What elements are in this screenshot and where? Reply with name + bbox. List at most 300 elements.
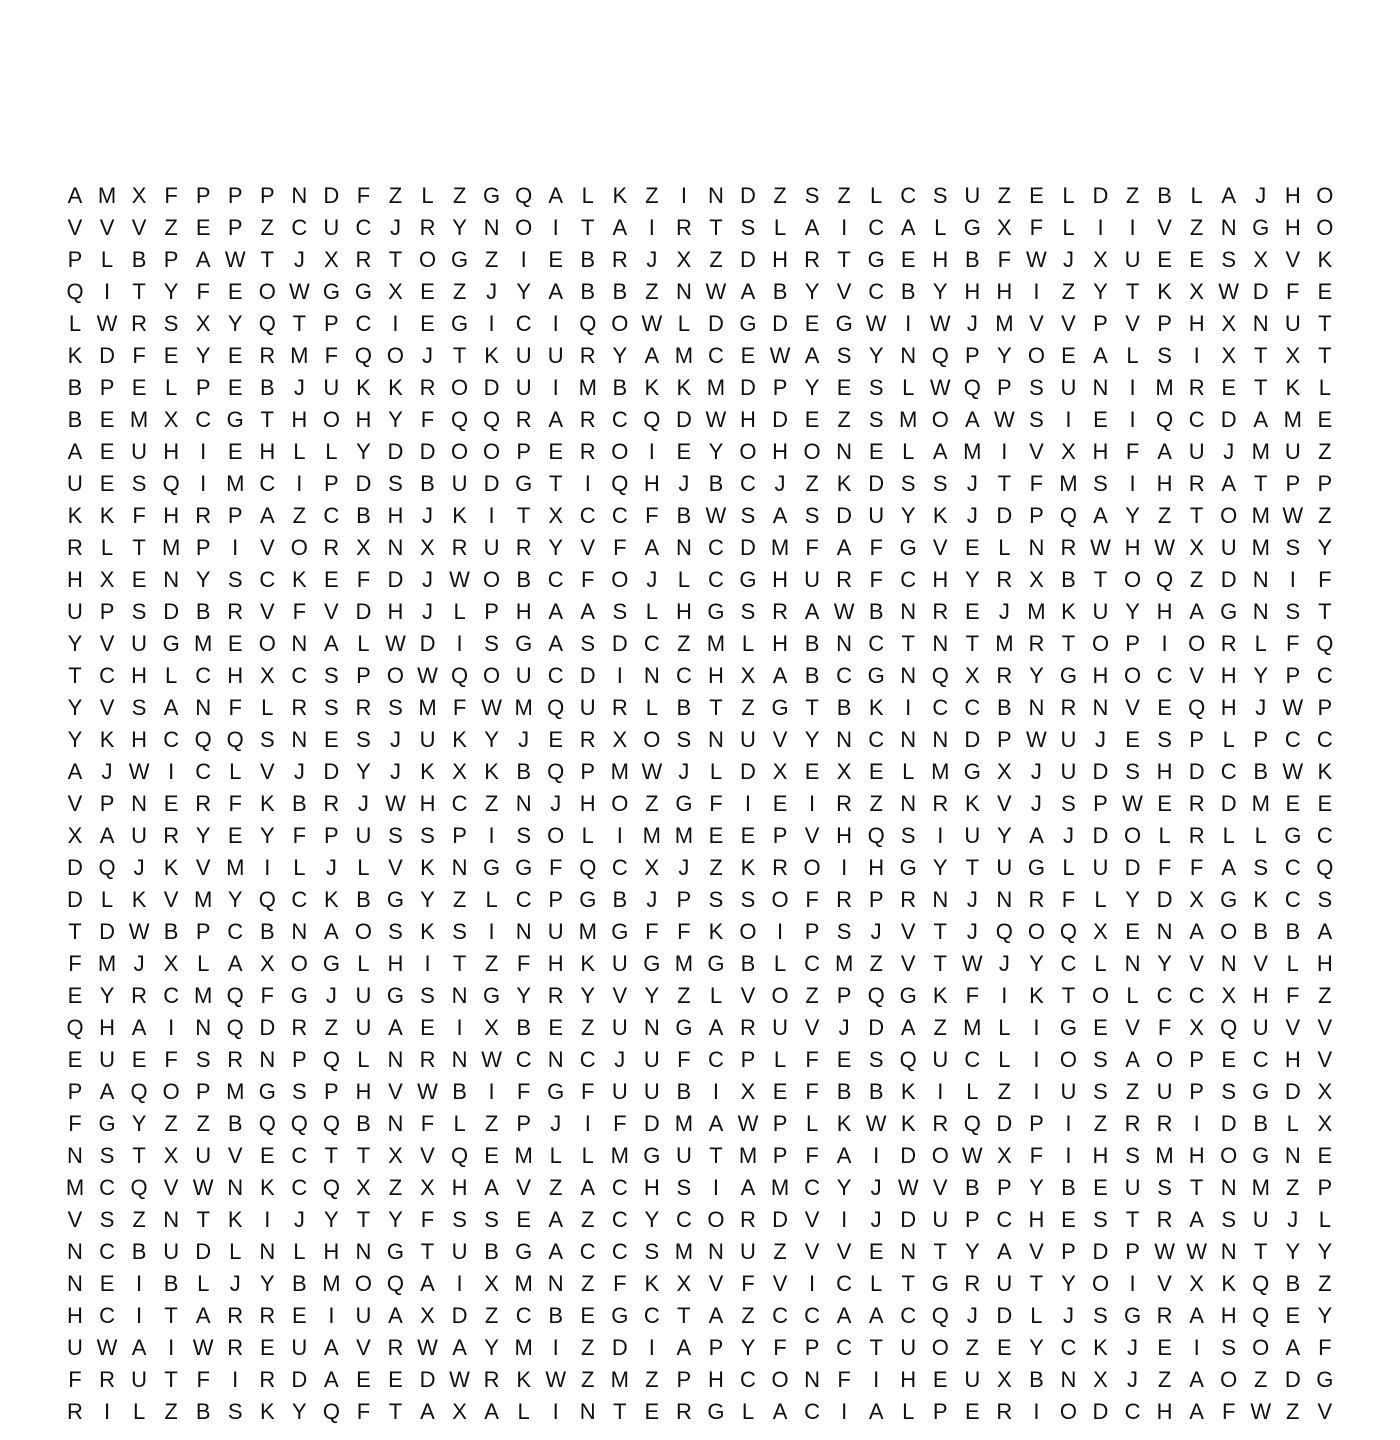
letter-cell: D	[1092, 823, 1109, 848]
letter-cell: A	[324, 631, 339, 656]
letter-cell: K	[580, 951, 596, 976]
letter-cell: H	[323, 1239, 340, 1264]
letter-cell: C	[611, 1175, 628, 1200]
letter-cell: U	[323, 375, 340, 400]
letter-cell: E	[868, 759, 884, 784]
letter-cell: N	[1060, 1367, 1077, 1392]
letter-cell: N	[579, 1399, 596, 1424]
letter-cell: J	[1127, 1367, 1139, 1392]
letter-cell: O	[1220, 919, 1238, 944]
letter-cell: O	[354, 919, 372, 944]
letter-cell: L	[197, 1271, 210, 1296]
letter-cell: B	[868, 599, 884, 624]
letter-cell: B	[580, 247, 596, 272]
letter-cell: G	[386, 983, 405, 1008]
letter-cell: H	[451, 1175, 468, 1200]
letter-cell: B	[163, 1271, 179, 1296]
letter-cell: Z	[965, 1335, 980, 1360]
letter-cell: U	[932, 1207, 949, 1232]
letter-cell: F	[292, 599, 307, 624]
letter-cell: P	[772, 375, 788, 400]
letter-cell: Y	[964, 1239, 980, 1264]
letter-cell: T	[1254, 343, 1268, 368]
letter-cell: E	[227, 439, 243, 464]
letter-cell: H	[996, 279, 1013, 304]
letter-cell: P	[676, 1367, 692, 1392]
letter-cell: N	[163, 567, 180, 592]
letter-cell: M	[65, 1175, 85, 1200]
letter-cell: A	[67, 759, 83, 784]
letter-cell: H	[707, 663, 724, 688]
letter-cell: H	[1156, 471, 1173, 496]
letter-cell: L	[773, 1047, 787, 1072]
letter-cell: Q	[611, 471, 629, 496]
letter-cell: Y	[227, 311, 243, 336]
letter-cell: O	[1123, 823, 1142, 848]
letter-cell: E	[1093, 1175, 1108, 1200]
letter-cell: B	[1253, 1111, 1269, 1136]
letter-cell: F	[1125, 439, 1140, 464]
letter-cell: V	[836, 1239, 852, 1264]
letter-cell: C	[804, 951, 821, 976]
letter-cell: O	[547, 823, 565, 848]
letter-cell: M	[642, 823, 661, 848]
letter-cell: J	[389, 727, 401, 752]
letter-cell: H	[1284, 215, 1301, 240]
letter-cell: R	[964, 1271, 981, 1296]
letter-cell: O	[483, 439, 501, 464]
letter-cell: E	[1221, 1047, 1237, 1072]
letter-cell: X	[1061, 439, 1076, 464]
letter-cell: S	[740, 599, 756, 624]
letter-cell: Q	[66, 1015, 84, 1040]
letter-cell: N	[515, 919, 532, 944]
letter-cell: B	[259, 919, 275, 944]
letter-cell: X	[1189, 887, 1204, 912]
letter-cell: I	[103, 279, 111, 304]
letter-cell: F	[645, 503, 659, 528]
letter-cell: K	[708, 919, 724, 944]
letter-cell: P	[324, 1079, 339, 1104]
letter-cell: N	[932, 631, 949, 656]
letter-cell: O	[1123, 567, 1142, 592]
letter-cell: X	[612, 727, 628, 752]
letter-cell: P	[804, 1335, 820, 1360]
letter-cell: L	[517, 1399, 530, 1424]
letter-cell: B	[452, 1079, 467, 1104]
letter-cell: B	[612, 887, 628, 912]
letter-cell: Z	[1254, 1367, 1268, 1392]
letter-cell: R	[419, 375, 436, 400]
letter-cell: G	[162, 631, 180, 656]
letter-cell: T	[1318, 599, 1332, 624]
letter-cell: P	[708, 1335, 724, 1360]
grid-row	[60, 564, 1340, 596]
letter-cell: K	[836, 1111, 852, 1136]
letter-cell: E	[1189, 247, 1204, 272]
letter-cell: T	[164, 1367, 178, 1392]
letter-cell: C	[1188, 983, 1205, 1008]
letter-cell: G	[1284, 823, 1302, 848]
letter-cell: X	[1189, 279, 1204, 304]
letter-cell: T	[1061, 631, 1076, 656]
letter-cell: R	[451, 535, 468, 560]
letter-cell: O	[803, 439, 821, 464]
grid-row	[60, 1396, 1340, 1428]
letter-cell: M	[161, 535, 181, 560]
letter-cell: C	[1156, 983, 1173, 1008]
letter-cell: R	[836, 791, 853, 816]
letter-cell: V	[997, 791, 1012, 816]
letter-cell: Z	[645, 1367, 659, 1392]
letter-cell: W	[417, 1335, 438, 1360]
letter-cell: C	[355, 215, 372, 240]
letter-cell: J	[357, 791, 369, 816]
letter-cell: V	[612, 983, 628, 1008]
letter-cell: I	[937, 1079, 944, 1104]
letter-cell: U	[900, 1335, 917, 1360]
letter-cell: E	[644, 1399, 660, 1424]
letter-cell: C	[643, 631, 660, 656]
letter-cell: C	[163, 983, 180, 1008]
letter-cell: B	[708, 471, 724, 496]
letter-cell: S	[1221, 1079, 1237, 1104]
letter-cell: X	[1253, 247, 1269, 272]
letter-cell: F	[1286, 983, 1300, 1008]
letter-cell: N	[643, 1015, 660, 1040]
letter-cell: S	[932, 471, 948, 496]
letter-cell: I	[1289, 567, 1296, 592]
letter-cell: H	[227, 663, 244, 688]
letter-cell: L	[998, 535, 1011, 560]
letter-cell: Z	[484, 1111, 499, 1136]
letter-cell: C	[195, 759, 212, 784]
letter-cell: U	[1092, 855, 1109, 880]
letter-cell: C	[611, 1239, 628, 1264]
letter-cell: E	[1061, 1207, 1076, 1232]
letter-cell: Y	[1125, 599, 1140, 624]
letter-cell: Z	[484, 791, 499, 816]
letter-cell: S	[1221, 1207, 1237, 1232]
letter-cell: R	[259, 343, 276, 368]
letter-cell: L	[1126, 343, 1139, 368]
letter-cell: A	[580, 1175, 596, 1200]
letter-cell: E	[227, 279, 243, 304]
letter-cell: B	[195, 599, 211, 624]
letter-cell: Y	[99, 983, 115, 1008]
letter-cell: D	[1284, 1367, 1301, 1392]
letter-cell: T	[933, 951, 947, 976]
letter-cell: C	[1316, 823, 1333, 848]
letter-cell: P	[195, 183, 211, 208]
letter-cell: C	[675, 663, 692, 688]
letter-cell: R	[1060, 535, 1077, 560]
letter-cell: E	[99, 471, 115, 496]
letter-cell: G	[1220, 599, 1238, 624]
letter-cell: Z	[805, 983, 819, 1008]
letter-cell: G	[1027, 855, 1045, 880]
letter-cell: L	[197, 951, 210, 976]
letter-cell: I	[1033, 1015, 1040, 1040]
letter-cell: O	[1091, 1271, 1110, 1296]
letter-cell: A	[1093, 503, 1108, 528]
letter-cell: Y	[195, 343, 211, 368]
letter-cell: J	[422, 503, 434, 528]
letter-cell: Y	[836, 1175, 852, 1200]
letter-cell: Z	[484, 247, 499, 272]
letter-cell: V	[163, 887, 179, 912]
letter-cell: J	[422, 599, 434, 624]
letter-cell: E	[1125, 727, 1140, 752]
letter-cell: N	[804, 1367, 821, 1392]
letter-cell: N	[707, 1239, 724, 1264]
letter-cell: B	[356, 887, 371, 912]
letter-cell: P	[1093, 791, 1108, 816]
letter-cell: S	[452, 1207, 467, 1232]
letter-cell: U	[740, 727, 756, 752]
letter-cell: C	[611, 1207, 628, 1232]
letter-cell: X	[259, 663, 275, 688]
letter-cell: P	[740, 1047, 756, 1072]
letter-cell: W	[993, 407, 1015, 432]
letter-cell: M	[1059, 471, 1078, 496]
letter-cell: Z	[933, 1015, 947, 1040]
letter-cell: M	[226, 1079, 245, 1104]
letter-cell: U	[515, 375, 532, 400]
letter-cell: X	[452, 1399, 467, 1424]
letter-cell: W	[1154, 1239, 1175, 1264]
letter-cell: S	[1061, 791, 1076, 816]
letter-cell: Z	[869, 951, 883, 976]
letter-cell: A	[836, 535, 852, 560]
letter-cell: I	[648, 215, 655, 240]
letter-cell: A	[868, 1399, 884, 1424]
letter-cell: P	[227, 183, 243, 208]
letter-cell: P	[324, 471, 339, 496]
letter-cell: C	[163, 727, 180, 752]
letter-cell: I	[1193, 1335, 1200, 1360]
letter-cell: B	[67, 375, 83, 400]
letter-cell: H	[772, 247, 788, 272]
letter-cell: W	[1282, 695, 1304, 720]
letter-cell: D	[387, 567, 404, 592]
letter-cell: C	[515, 311, 532, 336]
letter-cell: G	[515, 1239, 533, 1264]
letter-cell: Z	[388, 183, 403, 208]
letter-cell: Z	[773, 183, 787, 208]
letter-cell: Z	[548, 1175, 563, 1200]
letter-cell: E	[516, 1207, 531, 1232]
letter-cell: A	[67, 439, 83, 464]
letter-cell: R	[1124, 1111, 1141, 1136]
letter-cell: A	[964, 407, 980, 432]
letter-cell: A	[772, 1399, 788, 1424]
letter-cell: W	[417, 663, 438, 688]
letter-cell: T	[356, 1143, 371, 1168]
letter-cell: S	[1157, 727, 1172, 752]
letter-cell: J	[614, 1047, 626, 1072]
letter-cell: Z	[805, 471, 819, 496]
letter-cell: U	[1156, 1079, 1173, 1104]
letter-cell: J	[1062, 823, 1074, 848]
letter-cell: S	[932, 183, 948, 208]
letter-cell: F	[260, 983, 274, 1008]
letter-cell: Q	[1156, 407, 1174, 432]
letter-cell: F	[132, 343, 146, 368]
letter-cell: X	[131, 183, 147, 208]
letter-cell: D	[1092, 759, 1109, 784]
letter-cell: C	[579, 503, 596, 528]
letter-cell: F	[773, 1335, 787, 1360]
letter-cell: R	[419, 215, 436, 240]
letter-cell: R	[1156, 1207, 1173, 1232]
letter-cell: B	[1061, 1175, 1076, 1200]
letter-cell: D	[740, 183, 756, 208]
letter-cell: V	[388, 855, 403, 880]
letter-cell: D	[451, 1303, 468, 1328]
letter-cell: Y	[484, 727, 499, 752]
letter-cell: A	[836, 1143, 852, 1168]
letter-cell: L	[293, 1239, 306, 1264]
letter-cell: I	[1129, 215, 1136, 240]
grid-row	[60, 724, 1340, 756]
letter-cell: R	[1028, 631, 1045, 656]
letter-cell: Z	[324, 1015, 339, 1040]
grid-row	[60, 1268, 1340, 1300]
letter-cell: G	[611, 919, 629, 944]
letter-cell: N	[291, 183, 308, 208]
letter-cell: A	[708, 1111, 724, 1136]
letter-cell: G	[515, 855, 533, 880]
letter-cell: X	[99, 567, 115, 592]
letter-cell: S	[740, 215, 756, 240]
letter-cell: D	[740, 247, 756, 272]
letter-cell: K	[420, 759, 435, 784]
letter-cell: I	[456, 1271, 463, 1296]
letter-cell: I	[103, 1399, 111, 1424]
letter-cell: F	[1029, 215, 1044, 240]
letter-cell: P	[804, 919, 820, 944]
letter-cell: V	[1125, 1015, 1140, 1040]
letter-cell: J	[293, 247, 305, 272]
letter-cell: O	[451, 375, 469, 400]
letter-cell: A	[548, 183, 564, 208]
letter-cell: H	[1092, 1143, 1109, 1168]
letter-cell: A	[804, 599, 820, 624]
letter-cell: P	[772, 1143, 788, 1168]
letter-cell: I	[873, 1143, 880, 1168]
letter-cell: C	[195, 663, 212, 688]
letter-cell: P	[516, 1111, 531, 1136]
letter-cell: V	[932, 535, 948, 560]
letter-cell: C	[579, 1047, 596, 1072]
letter-cell: T	[837, 247, 851, 272]
letter-cell: D	[996, 1303, 1013, 1328]
letter-cell: Y	[131, 1111, 147, 1136]
letter-cell: D	[323, 759, 340, 784]
letter-cell: T	[132, 279, 146, 304]
letter-cell: Q	[643, 407, 661, 432]
letter-cell: P	[452, 823, 467, 848]
letter-cell: L	[357, 1047, 370, 1072]
letter-cell: A	[388, 1015, 403, 1040]
letter-cell: R	[1188, 791, 1205, 816]
letter-cell: J	[389, 759, 401, 784]
letter-cell: H	[387, 951, 404, 976]
letter-cell: G	[707, 599, 725, 624]
letter-cell: W	[449, 1367, 470, 1392]
letter-cell: F	[356, 183, 371, 208]
letter-cell: N	[836, 439, 853, 464]
letter-cell: P	[195, 535, 211, 560]
letter-cell: E	[772, 1079, 788, 1104]
letter-cell: P	[195, 1079, 211, 1104]
letter-cell: Q	[258, 887, 276, 912]
letter-cell: P	[1125, 1239, 1140, 1264]
letter-cell: J	[1255, 695, 1267, 720]
letter-cell: L	[1190, 183, 1203, 208]
letter-cell: L	[293, 855, 306, 880]
letter-cell: C	[707, 567, 724, 592]
letter-cell: O	[354, 1271, 372, 1296]
letter-cell: Z	[1189, 567, 1204, 592]
letter-cell: V	[1125, 311, 1140, 336]
letter-cell: X	[1093, 919, 1108, 944]
letter-cell: I	[200, 439, 207, 464]
letter-cell: A	[227, 951, 243, 976]
letter-cell: L	[1254, 823, 1267, 848]
letter-cell: X	[997, 215, 1012, 240]
letter-cell: G	[1123, 1303, 1142, 1328]
grid-row	[60, 1332, 1340, 1364]
grid-row	[60, 596, 1340, 628]
letter-cell: L	[902, 439, 915, 464]
letter-cell: Y	[548, 535, 564, 560]
letter-cell: L	[132, 1399, 146, 1424]
letter-cell: R	[772, 599, 788, 624]
letter-cell: I	[488, 1079, 495, 1104]
letter-cell: B	[900, 279, 916, 304]
letter-cell: U	[611, 1015, 628, 1040]
letter-cell: I	[809, 791, 816, 816]
letter-cell: J	[1223, 439, 1235, 464]
letter-cell: Y	[900, 503, 916, 528]
letter-cell: I	[328, 1303, 335, 1328]
letter-cell: G	[739, 311, 757, 336]
letter-cell: Z	[164, 1111, 178, 1136]
letter-cell: E	[1093, 1015, 1108, 1040]
letter-cell: E	[420, 1015, 435, 1040]
letter-cell: D	[836, 503, 853, 528]
letter-cell: S	[580, 631, 596, 656]
letter-cell: A	[1093, 343, 1108, 368]
grid-row	[60, 244, 1340, 276]
letter-cell: B	[676, 1079, 692, 1104]
letter-cell: S	[324, 663, 339, 688]
letter-cell: K	[1093, 1335, 1108, 1360]
letter-cell: R	[675, 1399, 692, 1424]
letter-cell: E	[291, 1303, 307, 1328]
letter-cell: N	[355, 1239, 372, 1264]
letter-cell: S	[1157, 1175, 1172, 1200]
letter-cell: T	[805, 695, 819, 720]
letter-cell: Q	[1059, 919, 1078, 944]
letter-cell: H	[1220, 695, 1237, 720]
letter-cell: Q	[931, 343, 949, 368]
letter-cell: F	[452, 695, 467, 720]
letter-cell: U	[1060, 1079, 1077, 1104]
letter-cell: Y	[356, 439, 371, 464]
